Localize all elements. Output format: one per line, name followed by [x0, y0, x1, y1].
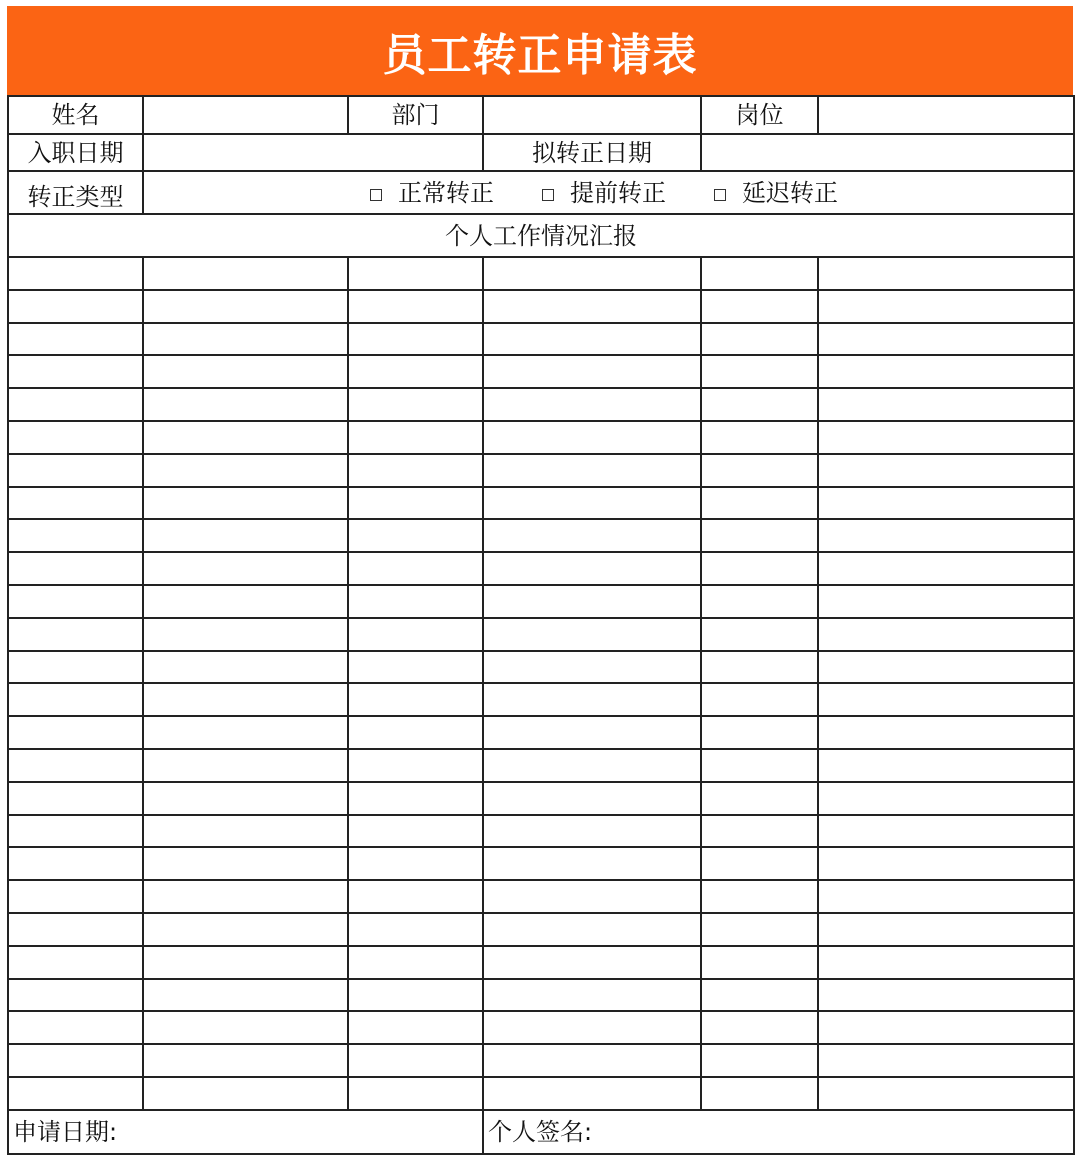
- report-cell[interactable]: [8, 913, 143, 946]
- report-cell[interactable]: [701, 388, 818, 421]
- report-cell[interactable]: [701, 585, 818, 618]
- report-cell[interactable]: [348, 618, 483, 651]
- planned-regularization-date-field[interactable]: [701, 134, 1074, 171]
- report-cell[interactable]: [143, 946, 348, 979]
- planned-regularization-date-label: 拟转正日期: [483, 134, 701, 171]
- report-row: [8, 618, 1074, 651]
- report-cell[interactable]: [143, 1077, 348, 1110]
- form-title: 员工转正申请表: [7, 6, 1073, 95]
- report-cell[interactable]: [483, 880, 701, 913]
- report-cell[interactable]: [701, 519, 818, 552]
- report-cell[interactable]: [143, 782, 348, 815]
- report-cell[interactable]: [818, 519, 1074, 552]
- report-row: [8, 815, 1074, 848]
- department-field[interactable]: [483, 96, 701, 134]
- report-cell[interactable]: [701, 847, 818, 880]
- report-cell[interactable]: [701, 355, 818, 388]
- regularization-type-label: 转正类型: [8, 171, 143, 214]
- report-cell[interactable]: [8, 454, 143, 487]
- report-cell[interactable]: [8, 355, 143, 388]
- report-cell[interactable]: [348, 257, 483, 290]
- report-cell[interactable]: [483, 913, 701, 946]
- report-cell[interactable]: [701, 913, 818, 946]
- report-cell[interactable]: [483, 1077, 701, 1110]
- footer-row: [8, 1110, 1074, 1154]
- report-cell[interactable]: [8, 323, 143, 356]
- report-cell[interactable]: [143, 454, 348, 487]
- report-cell[interactable]: [8, 880, 143, 913]
- form-sheet: [7, 6, 1073, 1153]
- option-normal[interactable]: [370, 178, 494, 207]
- report-cell[interactable]: [701, 323, 818, 356]
- report-cell[interactable]: [701, 1077, 818, 1110]
- report-cell[interactable]: [483, 519, 701, 552]
- report-cell[interactable]: [143, 1011, 348, 1044]
- report-cell[interactable]: [348, 290, 483, 323]
- report-cell[interactable]: [143, 815, 348, 848]
- report-cell[interactable]: [348, 815, 483, 848]
- report-cell[interactable]: [818, 749, 1074, 782]
- report-cell[interactable]: [143, 388, 348, 421]
- report-cell[interactable]: [483, 1011, 701, 1044]
- report-cell[interactable]: [701, 716, 818, 749]
- option-normal-label: 正常转正: [398, 178, 494, 207]
- report-row: [8, 257, 1074, 290]
- report-cell[interactable]: [348, 1044, 483, 1077]
- report-cell[interactable]: [8, 815, 143, 848]
- report-cell[interactable]: [701, 1011, 818, 1044]
- checkbox-icon[interactable]: [542, 189, 554, 201]
- report-cell[interactable]: [8, 487, 143, 520]
- report-row: [8, 946, 1074, 979]
- report-cell[interactable]: [701, 487, 818, 520]
- report-cell[interactable]: [8, 946, 143, 979]
- report-cell[interactable]: [483, 552, 701, 585]
- report-cell[interactable]: [8, 749, 143, 782]
- report-cell[interactable]: [348, 946, 483, 979]
- report-cell[interactable]: [8, 683, 143, 716]
- report-cell[interactable]: [818, 1077, 1074, 1110]
- report-cell[interactable]: [483, 716, 701, 749]
- report-cell[interactable]: [818, 585, 1074, 618]
- report-cell[interactable]: [8, 782, 143, 815]
- report-cell[interactable]: [8, 651, 143, 684]
- signature-label[interactable]: 个人签名:: [483, 1110, 1074, 1154]
- report-row: [8, 749, 1074, 782]
- report-cell[interactable]: [143, 519, 348, 552]
- report-cell[interactable]: [348, 519, 483, 552]
- report-cell[interactable]: [8, 1077, 143, 1110]
- report-row: [8, 552, 1074, 585]
- apply-date-label[interactable]: 申请日期:: [8, 1110, 483, 1154]
- report-cell[interactable]: [701, 880, 818, 913]
- report-cell[interactable]: [8, 618, 143, 651]
- report-cell[interactable]: [143, 913, 348, 946]
- report-cell[interactable]: [818, 1044, 1074, 1077]
- report-cell[interactable]: [348, 388, 483, 421]
- report-cell[interactable]: [818, 355, 1074, 388]
- report-row: [8, 519, 1074, 552]
- report-cell[interactable]: [818, 257, 1074, 290]
- report-cell[interactable]: [483, 454, 701, 487]
- report-cell[interactable]: [483, 946, 701, 979]
- report-cell[interactable]: [8, 1044, 143, 1077]
- report-row: [8, 716, 1074, 749]
- report-cell[interactable]: [143, 716, 348, 749]
- report-cell[interactable]: [701, 618, 818, 651]
- report-cell[interactable]: [348, 749, 483, 782]
- report-cell[interactable]: [818, 913, 1074, 946]
- report-cell[interactable]: [143, 323, 348, 356]
- report-cell[interactable]: [701, 683, 818, 716]
- report-cell[interactable]: [818, 683, 1074, 716]
- report-cell[interactable]: [483, 651, 701, 684]
- report-cell[interactable]: [143, 847, 348, 880]
- name-label: 姓名: [8, 96, 143, 134]
- report-row: [8, 454, 1074, 487]
- report-cell[interactable]: [701, 979, 818, 1012]
- report-cell[interactable]: [143, 421, 348, 454]
- report-cell[interactable]: [818, 651, 1074, 684]
- report-row: [8, 290, 1074, 323]
- report-cell[interactable]: [483, 815, 701, 848]
- report-cell[interactable]: [143, 979, 348, 1012]
- report-cell[interactable]: [483, 979, 701, 1012]
- work-report-heading: 个人工作情况汇报: [8, 214, 1074, 257]
- report-cell[interactable]: [483, 618, 701, 651]
- report-cell[interactable]: [348, 487, 483, 520]
- report-cell[interactable]: [348, 1077, 483, 1110]
- department-label: 部门: [348, 96, 483, 134]
- report-row: [8, 388, 1074, 421]
- report-cell[interactable]: [818, 815, 1074, 848]
- report-cell[interactable]: [143, 355, 348, 388]
- report-cell[interactable]: [8, 1011, 143, 1044]
- position-field[interactable]: [818, 96, 1074, 134]
- report-cell[interactable]: [8, 290, 143, 323]
- report-cell[interactable]: [818, 618, 1074, 651]
- report-cell[interactable]: [818, 552, 1074, 585]
- hire-date-label: 入职日期: [8, 134, 143, 171]
- report-cell[interactable]: [483, 585, 701, 618]
- report-row: [8, 355, 1074, 388]
- report-cell[interactable]: [818, 782, 1074, 815]
- report-row: [8, 683, 1074, 716]
- report-cell[interactable]: [143, 683, 348, 716]
- report-cell[interactable]: [701, 257, 818, 290]
- report-cell[interactable]: [143, 880, 348, 913]
- report-cell[interactable]: [143, 290, 348, 323]
- report-cell[interactable]: [483, 782, 701, 815]
- report-cell[interactable]: [701, 421, 818, 454]
- report-cell[interactable]: [483, 323, 701, 356]
- report-cell[interactable]: [143, 487, 348, 520]
- report-cell[interactable]: [348, 1011, 483, 1044]
- report-cell[interactable]: [348, 651, 483, 684]
- report-cell[interactable]: [818, 487, 1074, 520]
- report-cell[interactable]: [701, 946, 818, 979]
- report-cell[interactable]: [483, 487, 701, 520]
- report-row: [8, 1044, 1074, 1077]
- report-cell[interactable]: [8, 716, 143, 749]
- report-cell[interactable]: [348, 716, 483, 749]
- report-cell[interactable]: [818, 716, 1074, 749]
- name-field[interactable]: [143, 96, 348, 134]
- report-row: [8, 913, 1074, 946]
- report-cell[interactable]: [701, 1044, 818, 1077]
- report-row: [8, 1077, 1074, 1110]
- report-cell[interactable]: [143, 257, 348, 290]
- report-cell[interactable]: [8, 979, 143, 1012]
- application-table: [7, 95, 1075, 1155]
- report-cell[interactable]: [348, 323, 483, 356]
- section-title-row: [8, 214, 1074, 257]
- report-cell[interactable]: [818, 388, 1074, 421]
- report-cell[interactable]: [483, 421, 701, 454]
- report-cell[interactable]: [348, 552, 483, 585]
- report-row: [8, 585, 1074, 618]
- report-cell[interactable]: [483, 388, 701, 421]
- report-cell[interactable]: [143, 749, 348, 782]
- report-cell[interactable]: [143, 1044, 348, 1077]
- report-cell[interactable]: [348, 782, 483, 815]
- report-cell[interactable]: [483, 1044, 701, 1077]
- report-cell[interactable]: [348, 913, 483, 946]
- report-cell[interactable]: [483, 683, 701, 716]
- report-cell[interactable]: [818, 1011, 1074, 1044]
- report-cell[interactable]: [348, 880, 483, 913]
- report-cell[interactable]: [483, 257, 701, 290]
- position-label: 岗位: [701, 96, 818, 134]
- report-cell[interactable]: [8, 257, 143, 290]
- report-cell[interactable]: [143, 618, 348, 651]
- option-early-label: 提前转正: [570, 178, 666, 207]
- report-row: [8, 421, 1074, 454]
- report-row: [8, 651, 1074, 684]
- report-cell[interactable]: [348, 683, 483, 716]
- report-cell[interactable]: [818, 979, 1074, 1012]
- option-delayed-label: 延迟转正: [742, 178, 838, 207]
- report-cell[interactable]: [701, 815, 818, 848]
- option-early[interactable]: [542, 178, 666, 207]
- report-cell[interactable]: [8, 585, 143, 618]
- report-cell[interactable]: [348, 454, 483, 487]
- report-cell[interactable]: [818, 880, 1074, 913]
- report-cell[interactable]: [143, 552, 348, 585]
- report-row: [8, 979, 1074, 1012]
- report-cell[interactable]: [701, 454, 818, 487]
- report-row: [8, 880, 1074, 913]
- report-cell[interactable]: [483, 290, 701, 323]
- report-cell[interactable]: [348, 979, 483, 1012]
- report-cell[interactable]: [348, 847, 483, 880]
- report-cell[interactable]: [701, 782, 818, 815]
- report-cell[interactable]: [8, 421, 143, 454]
- report-row: [8, 782, 1074, 815]
- hire-date-field[interactable]: [143, 134, 483, 171]
- report-cell[interactable]: [143, 651, 348, 684]
- report-cell[interactable]: [701, 290, 818, 323]
- report-cell[interactable]: [8, 552, 143, 585]
- report-cell[interactable]: [818, 421, 1074, 454]
- report-cell[interactable]: [701, 749, 818, 782]
- report-row: [8, 323, 1074, 356]
- regularization-type-row: [8, 171, 1074, 214]
- regularization-type-options: [143, 171, 1074, 214]
- report-cell[interactable]: [143, 585, 348, 618]
- report-row: [8, 847, 1074, 880]
- report-cell[interactable]: [348, 585, 483, 618]
- date-row: [8, 134, 1074, 171]
- report-cell[interactable]: [701, 651, 818, 684]
- report-cell[interactable]: [818, 323, 1074, 356]
- report-cell[interactable]: [8, 519, 143, 552]
- report-cell[interactable]: [483, 355, 701, 388]
- report-cell[interactable]: [818, 946, 1074, 979]
- report-cell[interactable]: [701, 552, 818, 585]
- basic-info-row: [8, 96, 1074, 134]
- report-cell[interactable]: [348, 355, 483, 388]
- report-cell[interactable]: [483, 749, 701, 782]
- report-row: [8, 1011, 1074, 1044]
- report-cell[interactable]: [8, 847, 143, 880]
- report-row: [8, 487, 1074, 520]
- report-cell[interactable]: [818, 290, 1074, 323]
- report-cell[interactable]: [818, 847, 1074, 880]
- report-cell[interactable]: [8, 388, 143, 421]
- report-cell[interactable]: [348, 421, 483, 454]
- report-cell[interactable]: [483, 847, 701, 880]
- report-cell[interactable]: [818, 454, 1074, 487]
- option-delayed[interactable]: [714, 178, 838, 207]
- checkbox-icon[interactable]: [714, 189, 726, 201]
- checkbox-icon[interactable]: [370, 189, 382, 201]
